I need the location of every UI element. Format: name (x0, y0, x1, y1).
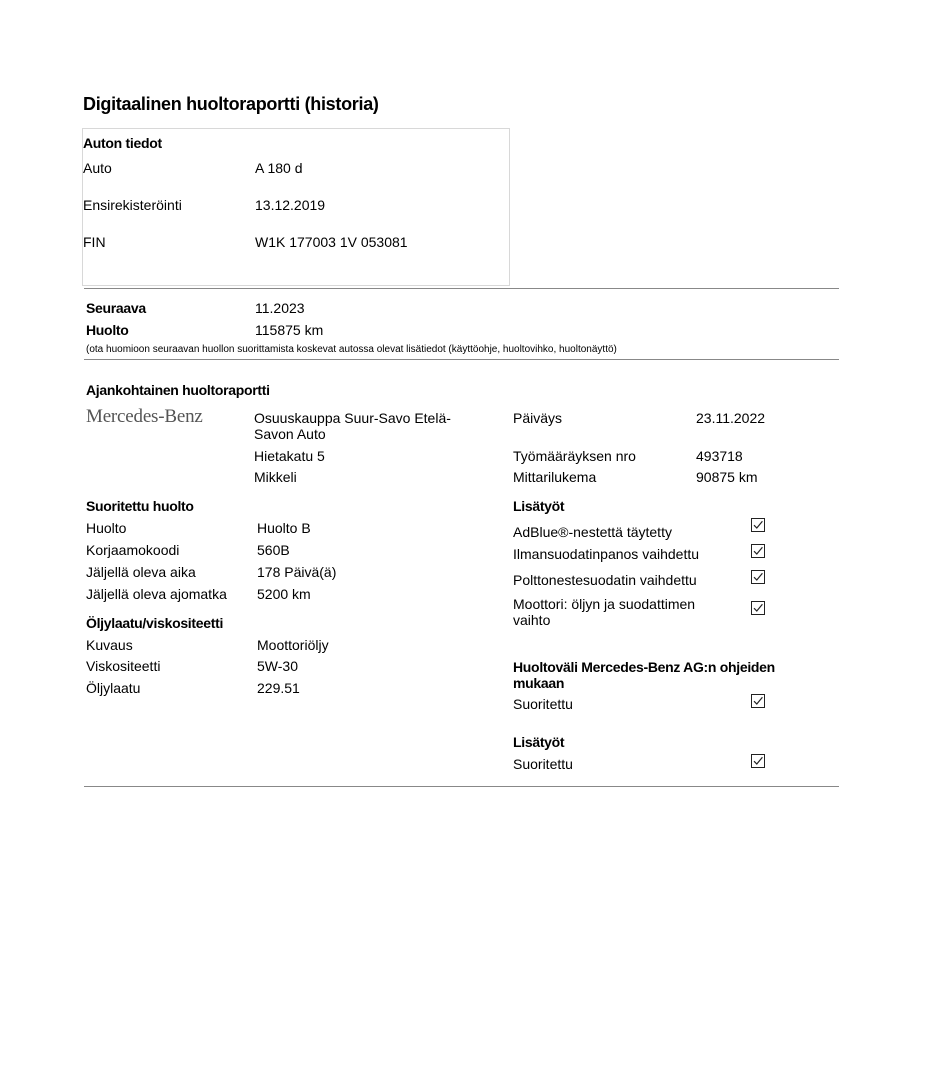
work-order-value: 493718 (696, 448, 743, 464)
interval-heading-line2: mukaan (513, 675, 565, 691)
fin-label: FIN (83, 234, 106, 250)
next-service-label-1: Seuraava (86, 300, 146, 316)
divider (84, 288, 839, 289)
oil-quality-value: 229.51 (257, 680, 300, 696)
dealer-city: Mikkeli (254, 469, 297, 485)
remaining-time-value: 178 Päivä(ä) (257, 564, 337, 580)
dealer-name-line2: Savon Auto (254, 426, 326, 442)
extra-work-item-label: Ilmansuodatinpanos vaihdettu (513, 546, 700, 562)
car-model-label: Auto (83, 160, 112, 176)
checked-checkbox-icon (751, 754, 765, 768)
registration-label: Ensirekisteröinti (83, 197, 182, 213)
oil-description-value: Moottoriöljy (257, 637, 329, 653)
viscosity-label: Viskositeetti (86, 658, 161, 674)
work-order-label: Työmääräyksen nro (513, 448, 636, 464)
oil-heading: Öljylaatu/viskositeetti (86, 615, 224, 631)
interval-item-label: Suoritettu (513, 696, 573, 712)
viscosity-value: 5W-30 (257, 658, 298, 674)
dealer-street: Hietakatu 5 (254, 448, 325, 464)
checked-checkbox-icon (751, 601, 765, 615)
checked-checkbox-icon (751, 570, 765, 584)
remaining-distance-label: Jäljellä oleva ajomatka (86, 586, 227, 602)
extra-work-item-label-line1: Moottori: öljyn ja suodattimen (513, 596, 696, 612)
next-service-label-2: Huolto (86, 322, 129, 338)
divider (84, 359, 839, 360)
next-service-km: 115875 km (255, 322, 324, 338)
service-value: Huolto B (257, 520, 311, 536)
extra-work-2-heading: Lisätyöt (513, 734, 565, 750)
current-report-heading: Ajankohtainen huoltoraportti (86, 382, 270, 398)
report-title: Digitaalinen huoltoraportti (historia) (83, 94, 379, 114)
dealer-name-line1: Osuuskauppa Suur-Savo Etelä- (254, 410, 451, 426)
mercedes-benz-logo: Mercedes-Benz (86, 406, 203, 427)
checked-checkbox-icon (751, 694, 765, 708)
date-label: Päiväys (513, 410, 563, 426)
remaining-time-label: Jäljellä oleva aika (86, 564, 196, 580)
workshop-code-label: Korjaamokoodi (86, 542, 180, 558)
car-model-value: A 180 d (255, 160, 303, 176)
oil-description-label: Kuvaus (86, 637, 133, 653)
extra-work-item-label: Polttonestesuodatin vaihdettu (513, 572, 697, 588)
odometer-label: Mittarilukema (513, 469, 597, 485)
checked-checkbox-icon (751, 518, 765, 532)
extra-work-item-label-line2: vaihto (513, 612, 551, 628)
registration-value: 13.12.2019 (255, 197, 326, 213)
next-service-date: 11.2023 (255, 300, 305, 316)
interval-heading-line1: Huoltoväli Mercedes-Benz AG:n ohjeiden (513, 659, 775, 675)
checked-checkbox-icon (751, 544, 765, 558)
divider (84, 786, 839, 787)
odometer-value: 90875 km (696, 469, 758, 485)
performed-service-heading: Suoritettu huolto (86, 498, 194, 514)
remaining-distance-value: 5200 km (257, 586, 311, 602)
fin-value: W1K 177003 1V 053081 (255, 234, 408, 250)
workshop-code-value: 560B (257, 542, 290, 558)
service-label: Huolto (86, 520, 127, 536)
oil-quality-label: Öljylaatu (86, 680, 141, 696)
car-info-heading: Auton tiedot (83, 135, 162, 151)
extra-work-item-label: AdBlue®-nestettä täytetty (513, 524, 672, 540)
extra-work-2-item-label: Suoritettu (513, 756, 573, 772)
extra-work-heading: Lisätyöt (513, 498, 565, 514)
date-value: 23.11.2022 (696, 410, 766, 426)
next-service-note: (ota huomioon seuraavan huollon suorittamista koskevat autossa olevat lisätiedot (käyttöohje, huoltovihko, huoltonäyttö) (86, 344, 617, 355)
